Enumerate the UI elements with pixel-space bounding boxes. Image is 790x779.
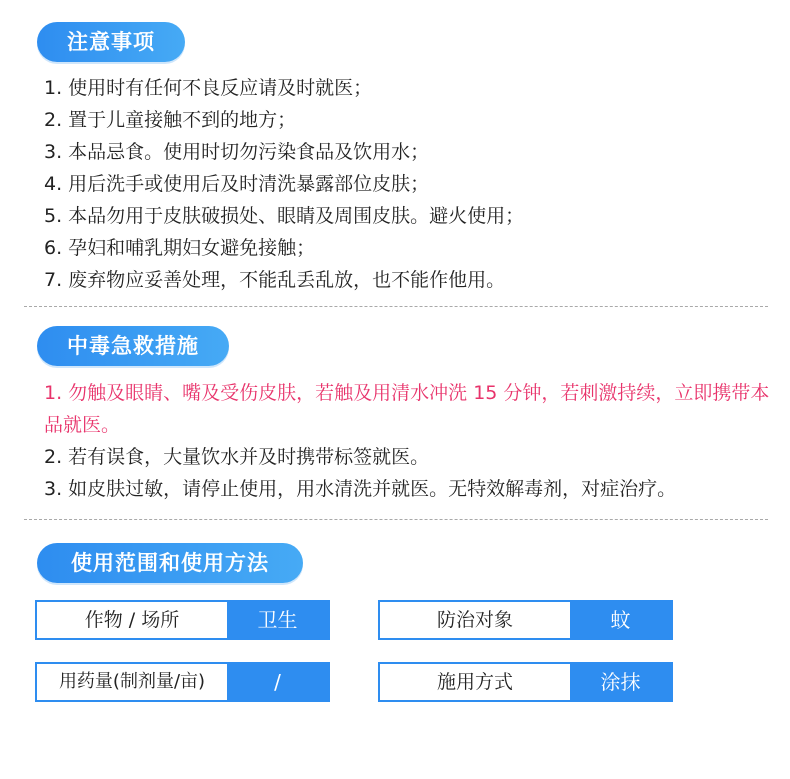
divider bbox=[24, 519, 768, 520]
list-item-warning: 1. 勿触及眼睛、嘴及受伤皮肤，若触及用清水冲洗 15 分钟，若刺激持续，立即携带本品就医。 bbox=[44, 382, 770, 436]
field-value: 蚊 bbox=[570, 602, 671, 638]
field-value: 卫生 bbox=[227, 602, 328, 638]
section-title-first-aid: 中毒急救措施 bbox=[37, 326, 229, 366]
list-item: 3. 如皮肤过敏，请停止使用，用水清洗并就医。无特效解毒剂，对症治疗。 bbox=[44, 478, 677, 500]
list-item: 7. 废弃物应妥善处理，不能乱丢乱放，也不能作他用。 bbox=[44, 269, 506, 291]
list-item: 2. 若有误食，大量饮水并及时携带标签就医。 bbox=[44, 446, 430, 468]
field-dosage bbox=[35, 662, 330, 702]
field-method bbox=[378, 662, 673, 702]
field-label: 施用方式 bbox=[436, 671, 513, 693]
list-item: 2. 置于儿童接触不到的地方； bbox=[44, 109, 297, 131]
list-item: 1. 使用时有任何不良反应请及时就医； bbox=[44, 77, 373, 99]
list-item: 6. 孕妇和哺乳期妇女避免接触； bbox=[44, 237, 316, 259]
list-item: 5. 本品勿用于皮肤破损处、眼睛及周围皮肤。避火使用； bbox=[44, 205, 525, 227]
list-item: 4. 用后洗手或使用后及时清洗暴露部位皮肤； bbox=[44, 173, 430, 195]
field-value: 涂抹 bbox=[570, 664, 671, 700]
field-target bbox=[378, 600, 673, 640]
first-aid-list bbox=[44, 377, 774, 505]
field-value: / bbox=[227, 664, 328, 700]
section-title-usage: 使用范围和使用方法 bbox=[37, 543, 303, 583]
field-label: 作物 / 场所 bbox=[84, 609, 180, 631]
section-title-precautions: 注意事项 bbox=[37, 22, 185, 62]
divider bbox=[24, 306, 768, 307]
field-crop-site bbox=[35, 600, 330, 640]
list-item: 3. 本品忌食。使用时切勿污染食品及饮用水； bbox=[44, 141, 430, 163]
field-label: 用药量(制剂量/亩) bbox=[58, 671, 206, 692]
precautions-list bbox=[44, 72, 524, 296]
field-label: 防治对象 bbox=[436, 609, 513, 631]
